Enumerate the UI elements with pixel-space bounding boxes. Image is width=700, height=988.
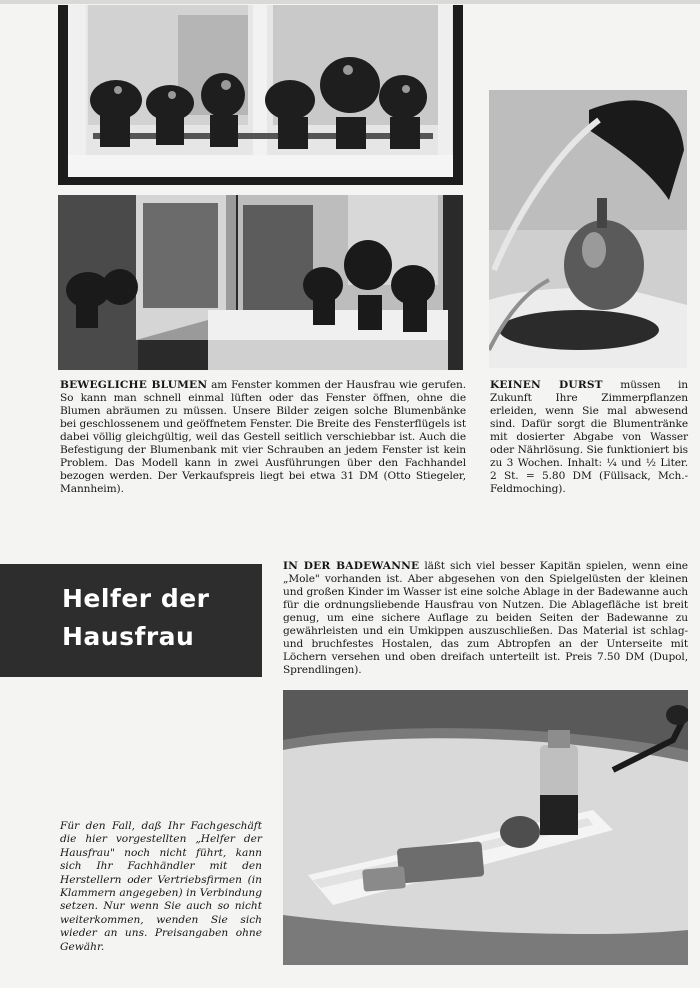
caption-badewanne [283,560,688,677]
caption-body: am Fenster kommen der Hausfrau wie gerufen. So kann man schnell einmal lüften oder das Fenster öffnen, ohne die Blumen abräumen zu müssen. Unsere Bilder zeigen solche Blumenbänke bei geschlossenem und geöffnetem Fenster. Die Breite des Fensterflügels ist dabei völlig gleichgültig, weil das Gestell seitlich verschiebbar ist. Auch die Befestigung der Blumenbank mit vier Schrauben an jedem Fenster ist kein Problem. Das Modell kann in zwei Ausführungen über den Fachhandel bezogen werden. Der Verkaufspreis liegt bei etwa 31 DM (Otto Stiegeler, Mannheim). [60,379,466,495]
photo-window-flowers-open [58,195,463,370]
caption-lead: KEINEN DURST [490,379,603,391]
page-top-edge [0,0,700,4]
caption-body: läßt sich viel besser Kapitän spielen, wenn eine „Mole" vorhanden ist. Aber abgesehen von den Spielgelüsten der kleinen und großen Kinder im Wasser ist eine solche Ablage in der Badewanne auch für die ordnungsliebende Hausfrau von Nutzen. Die Ablagefläche ist breit genug, um eine sichere Auflage zu beiden Seiten der Badewanne zu gewährleisten und ein Umkippen auszuschließen. Das Material ist schlag- und bruchfestes Hostalen, das zum Abtropfen an der Unterseite mit Löchern versehen und oben dreifach unterteilt ist. Preis 7.50 DM (Dupol, Sprendlingen). [283,560,688,676]
section-title-line2: Hausfrau [62,622,195,651]
section-title-line1: Helfer der [62,584,210,613]
availability-note: Für den Fall, daß Ihr Fachgeschäft die hier vorgestellten „Helfer der Hausfrau" noch nicht führt, kann sich Ihr Fachhändler mit den Herstellern oder Vertriebsfirmen (in Klammern angegeben) in Verbindung setzen. Nur wenn Sie auch so nicht weiterkommen, wenden Sie sich wieder an uns. Preisangaben ohne Gewähr. [60,820,262,953]
photo-blumentraenke [489,90,687,368]
caption-lead: IN DER BADEWANNE [283,560,420,572]
section-title-block [0,564,262,677]
caption-body: müssen in Zukunft Ihre Zimmerpflanzen erleiden, wenn Sie mal abwesend sind. Dafür sorgt die Blumentränke mit dosierter Abgabe von Wasser oder Nährlösung. Sie funktioniert bis zu 3 Wochen. Inhalt: ¼ und ½ Liter. 2 St. = 5.80 DM (Füllsack, Mch.-Feldmoching). [490,379,689,495]
photo-window-flowers-closed [58,5,463,185]
photo-badewannen-ablage [283,690,688,965]
caption-keinen-durst [490,379,688,496]
caption-lead: BEWEGLICHE BLUMEN [60,379,208,391]
caption-bewegliche-blumen [60,379,466,496]
